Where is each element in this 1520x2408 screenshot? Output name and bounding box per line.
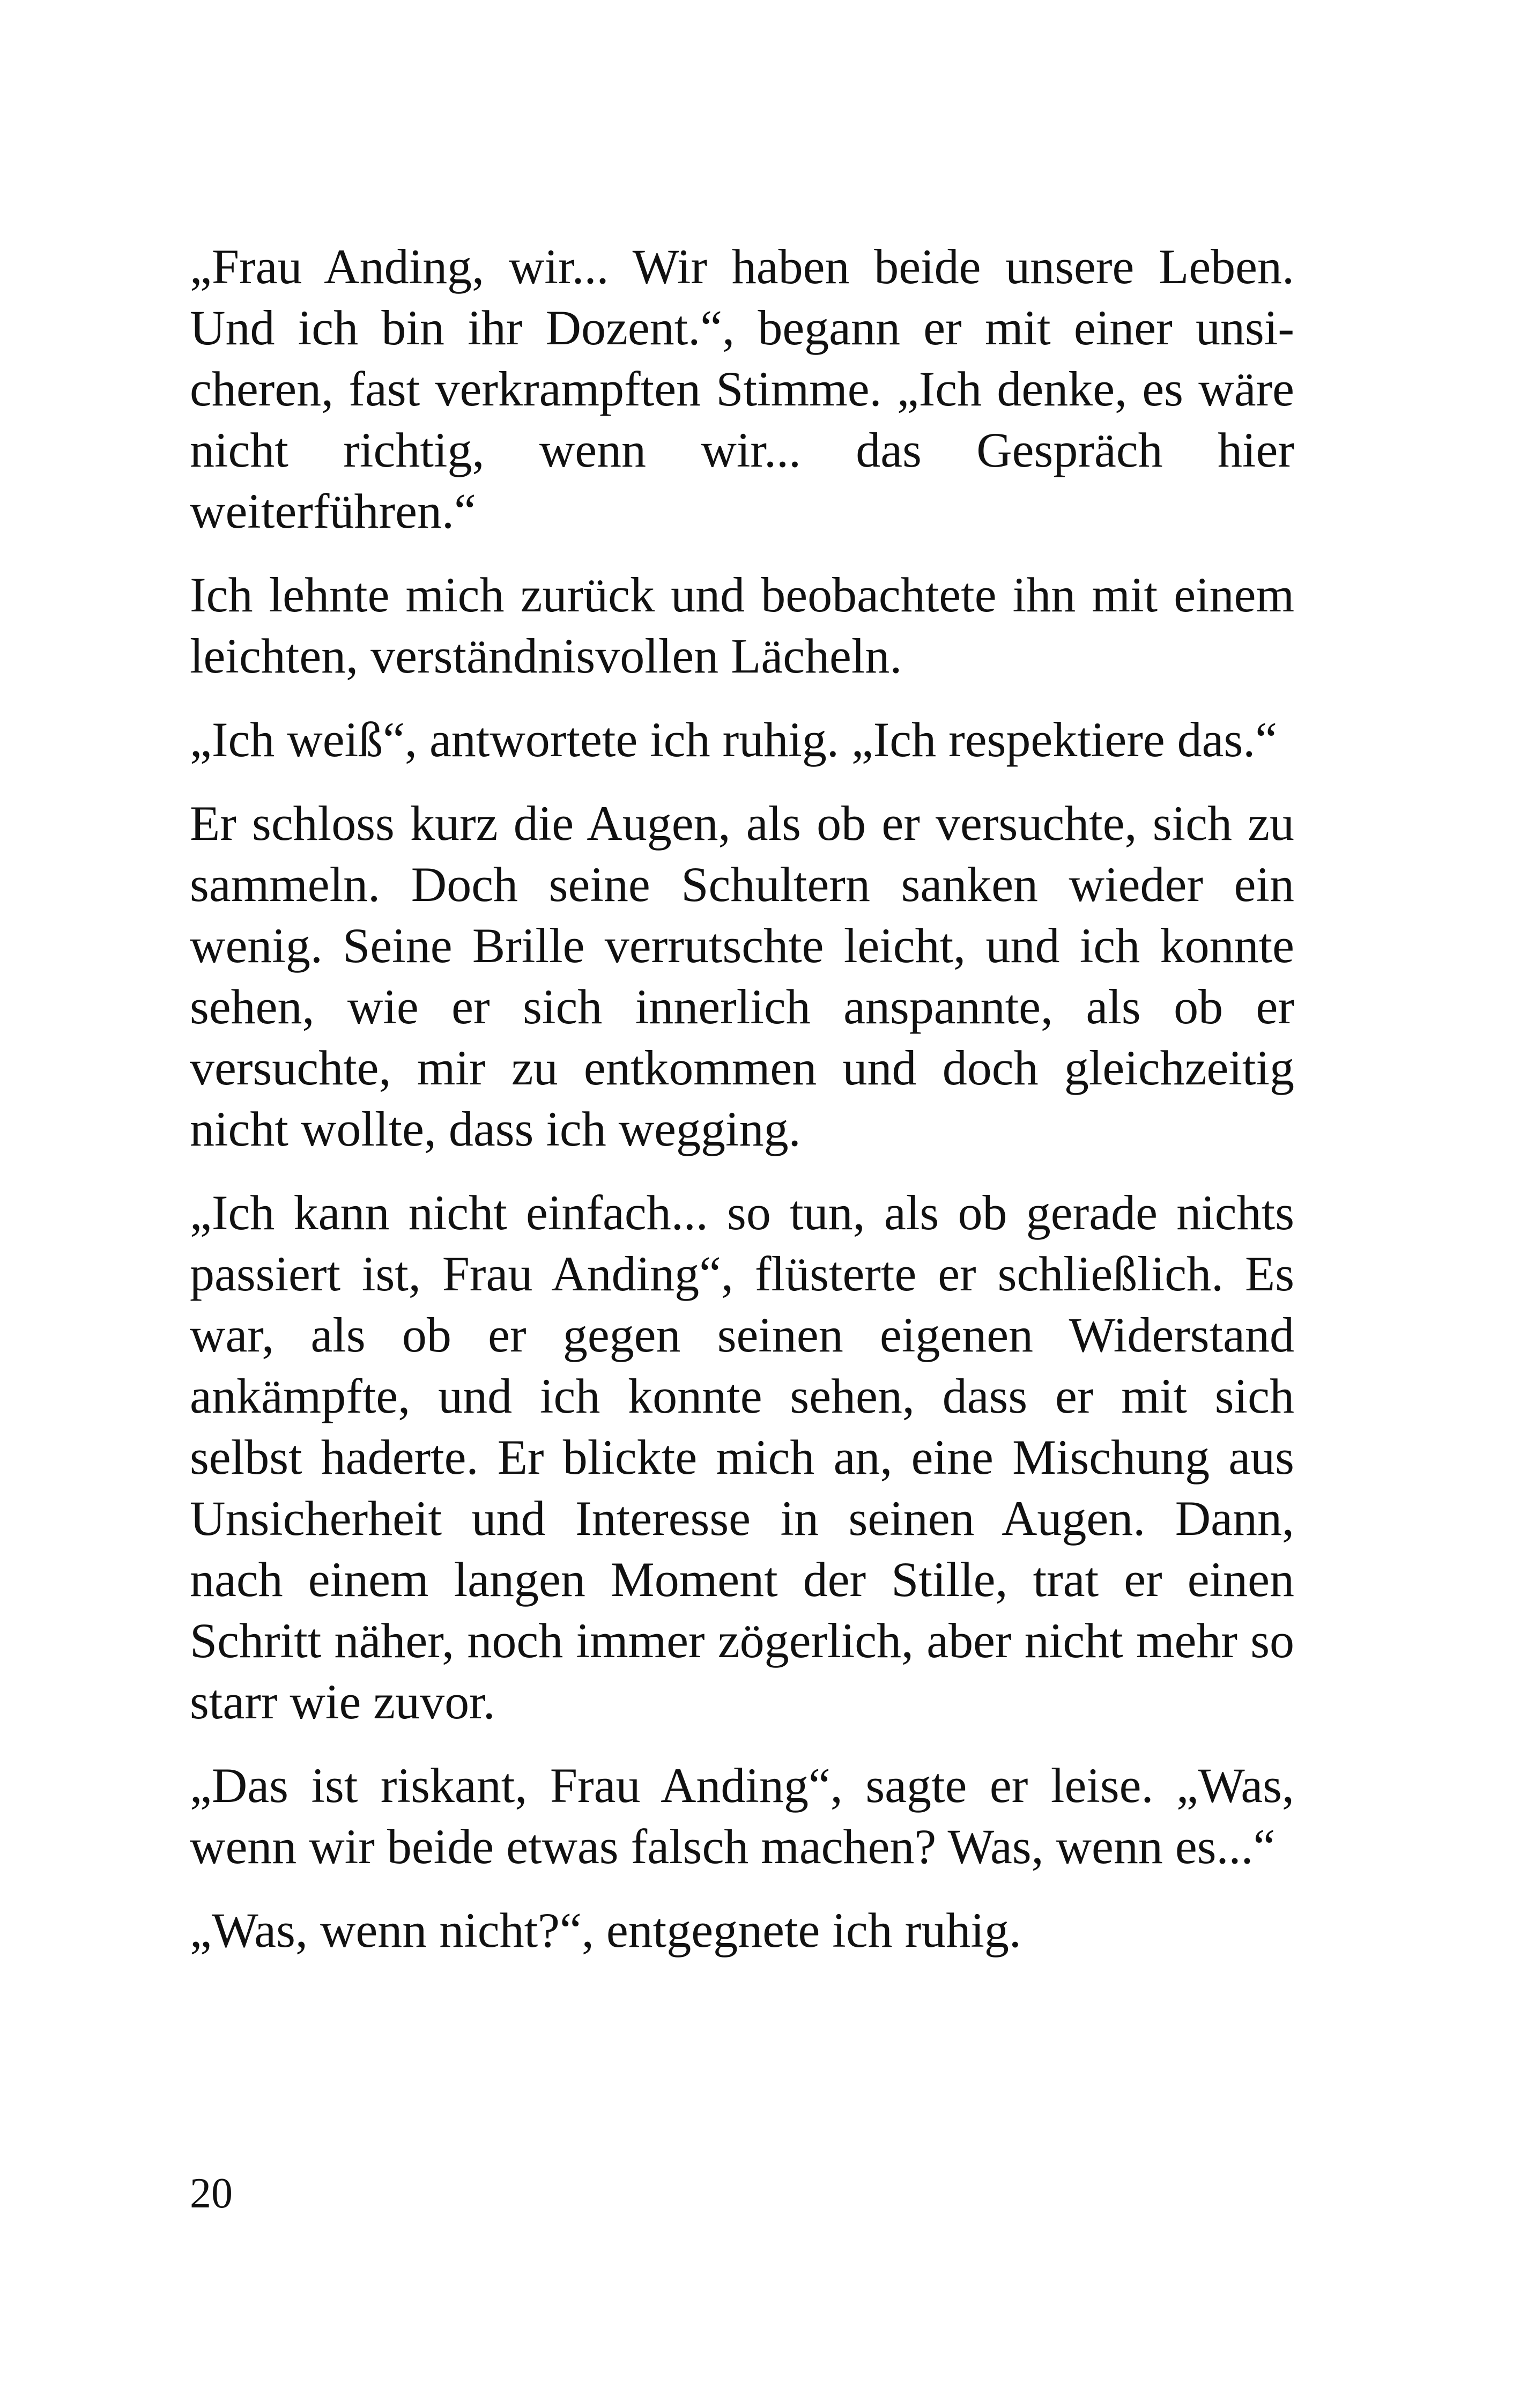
paragraph: Er schloss kurz die Augen, als ob er versuchte, sich zu sammeln. Doch seine Schultern sanken wieder ein wenig. Seine Brille verrutschte leicht, und ich konnte sehen, wie er sich innerlich anspannte, als ob er versuchte, mir zu entkommen und doch gleichzeitig nicht wollte, dass ich wegging.: [190, 796, 1294, 1156]
paragraph: „Was, wenn nicht?“, entgegnete ich ruhig.: [190, 1903, 1021, 1958]
paragraph: „Ich kann nicht einfach... so tun, als ob gerade nichts passiert ist, Frau Anding“, flüsterte er schließlich. Es war, als ob er gegen seinen eigenen Widerstand ankämpfte, und ich konnte sehen, dass er mit sich selbst haderte. Er blickte mich an, eine Mischung aus Unsicherheit und Interesse in seinen Augen. Dann, nach einem langen Moment der Stille, trat er einen Schritt näher, noch immer zögerlich, aber nicht mehr so starr wie zuvor.: [190, 1185, 1294, 1729]
body-text: [190, 236, 1294, 1961]
paragraph: Ich lehnte mich zurück und beobachtete ihn mit einem leichten, verständnisvollen Lächeln.: [190, 567, 1294, 683]
paragraph: „Frau Anding, wir... Wir haben beide unsere Leben. Und ich bin ihr Dozent.“, begann er mit einer unsicheren, fast verkrampften Stimme. „Ich denke, es wäre nicht richtig, wenn wir... das Gespräch hier weiterführen.“: [190, 239, 1294, 538]
page-number: 20: [190, 2170, 233, 2217]
paragraph: „Das ist riskant, Frau Anding“, sagte er leise. „Was, wenn wir beide etwas falsch machen? Was, wenn es...“: [190, 1758, 1294, 1874]
paragraph: „Ich weiß“, antwortete ich ruhig. „Ich respektiere das.“: [190, 712, 1278, 767]
